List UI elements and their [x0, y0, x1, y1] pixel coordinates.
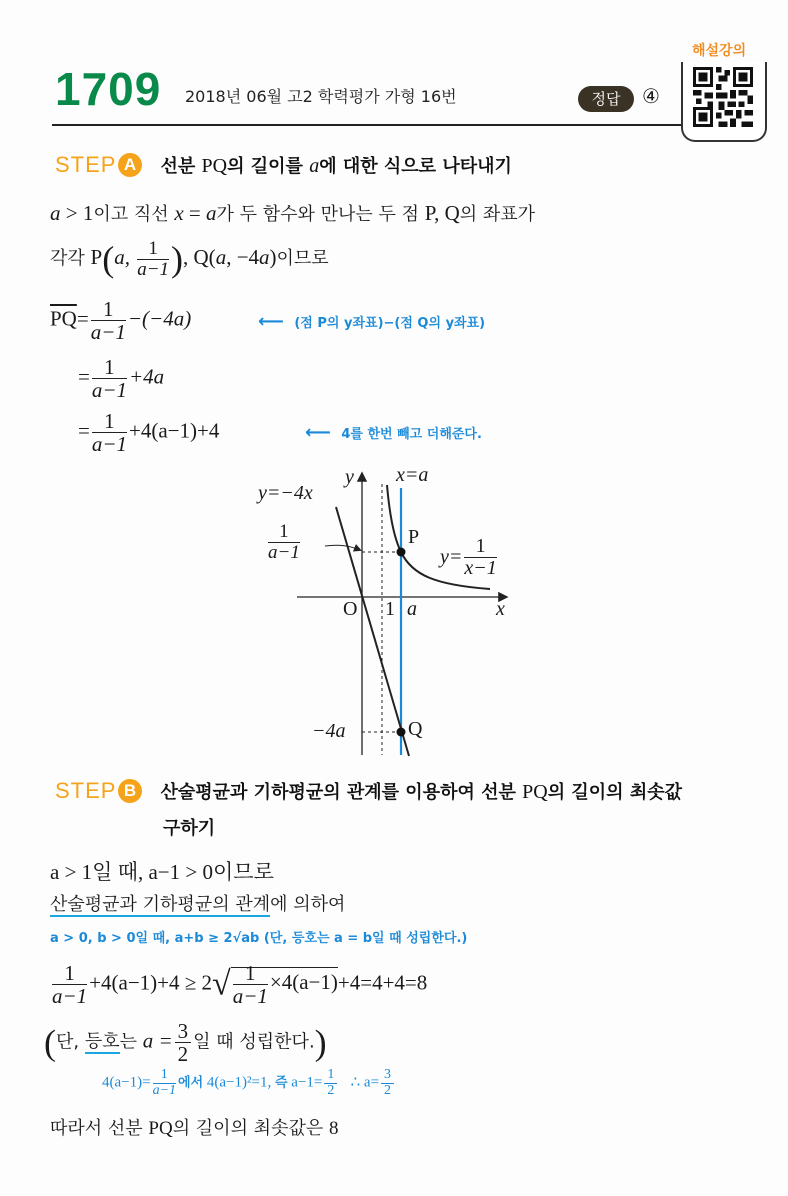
left-arrow-icon: ⟵ [305, 422, 331, 443]
step-b-title-line-2: 구하기 [163, 818, 216, 839]
equation-pq-3: = $\frac{1}{a-1}$ +4(a−1)+4 [78, 409, 220, 457]
label-line-eq: y=−4x [258, 482, 313, 504]
label-p-y-value: $\frac{1}{a-1}$ [268, 521, 300, 563]
lecture-qr-label: 해설강의 [692, 43, 747, 59]
step-a-title: 선분 PQ의 길이를 a에 대한 식으로 나타내기 [160, 155, 512, 177]
label-point-q: Q [408, 718, 423, 740]
step-b-line-1: a > 1일 때, a−1 > 0이므로 [50, 860, 274, 884]
qr-code-icon[interactable] [693, 66, 753, 128]
left-arrow-icon: ⟵ [258, 311, 284, 332]
label-q-y-value: −4a [312, 720, 346, 742]
label-origin: O [343, 598, 358, 620]
step-a-header [55, 152, 512, 178]
step-a-badge: A [118, 153, 142, 177]
step-b-label: STEP B [55, 778, 142, 803]
note-add-subtract-4: ⟵ 4를 한번 빼고 더해준다. [305, 422, 482, 443]
problem-number: 1709 [55, 63, 162, 115]
note-pq-difference: ⟵ (점 P의 y좌표)−(점 Q의 y좌표) [258, 311, 486, 332]
point-p [397, 548, 406, 557]
label-a: a [407, 598, 417, 620]
minimum-value: 8 [328, 1118, 339, 1139]
step-b-line-2: 산술평균과 기하평균의 관계에 의하여 [50, 894, 346, 915]
step-a-line-1: a > 1이고 직선 x = a가 두 함수와 만나는 두 점 P, Q의 좌표가 [50, 201, 536, 225]
label-y-axis: y [345, 466, 354, 488]
am-gm-underlined: 산술평균과 기하평균의 관계 [50, 894, 271, 915]
point-q [397, 728, 406, 737]
equation-pq-1: $\overline{PQ}=$ $\frac{1}{a-1}$ −(−4a) [50, 297, 192, 345]
step-a-line-2: 각각 P(a, $\frac{1}{a-1}$ ), Q(a, −4a)이므로 [50, 237, 329, 280]
conclusion: 따라서 선분 PQ의 길이의 최솟값은 8 [50, 1118, 339, 1139]
label-x-axis: x [496, 598, 505, 620]
equality-condition: (단, 등호는 a = $\frac{3}{2}$ 일 때 성립한다.) [44, 1019, 327, 1067]
answer-badge: 정답 [578, 86, 634, 112]
am-gm-inequality: $\frac{1}{a-1}$ +4(a−1)+4 ≥ 2√ $\frac{1}{a-1}$ ×4(a−1)+4=4+4=8 [52, 961, 428, 1009]
label-one: 1 [385, 598, 395, 620]
step-b-title: 산술평균과 기하평균의 관계를 이용하여 선분 PQ의 길이의 최솟값 [160, 781, 682, 803]
equation-pq-2: = $\frac{1}{a-1}$ +4a [78, 355, 165, 403]
answer-value: ④ [642, 84, 660, 108]
step-b-header [55, 778, 775, 804]
equality-derivation: 4(a−1)= $\frac{1}{a-1}$ 에서 4(a−1)²=1, 즉 a−1= $\frac{1}{2}$ ∴ a= $\frac{3}{2}$ [102, 1068, 396, 1098]
label-curve-eq: y= $\frac{1}{x-1}$ [440, 535, 497, 579]
label-point-p: P [408, 526, 420, 548]
am-gm-note: a > 0, b > 0일 때, a+b ≥ 2√ab (단, 등호는 a = b일 때 성립한다.) [50, 931, 468, 946]
step-a-label: STEP A [55, 152, 142, 177]
step-b-badge: B [118, 779, 142, 803]
problem-source: 2018년 06월 고2 학력평가 가형 16번 [185, 87, 457, 106]
label-x-eq-a: x=a [396, 464, 429, 486]
header-divider [52, 124, 692, 126]
